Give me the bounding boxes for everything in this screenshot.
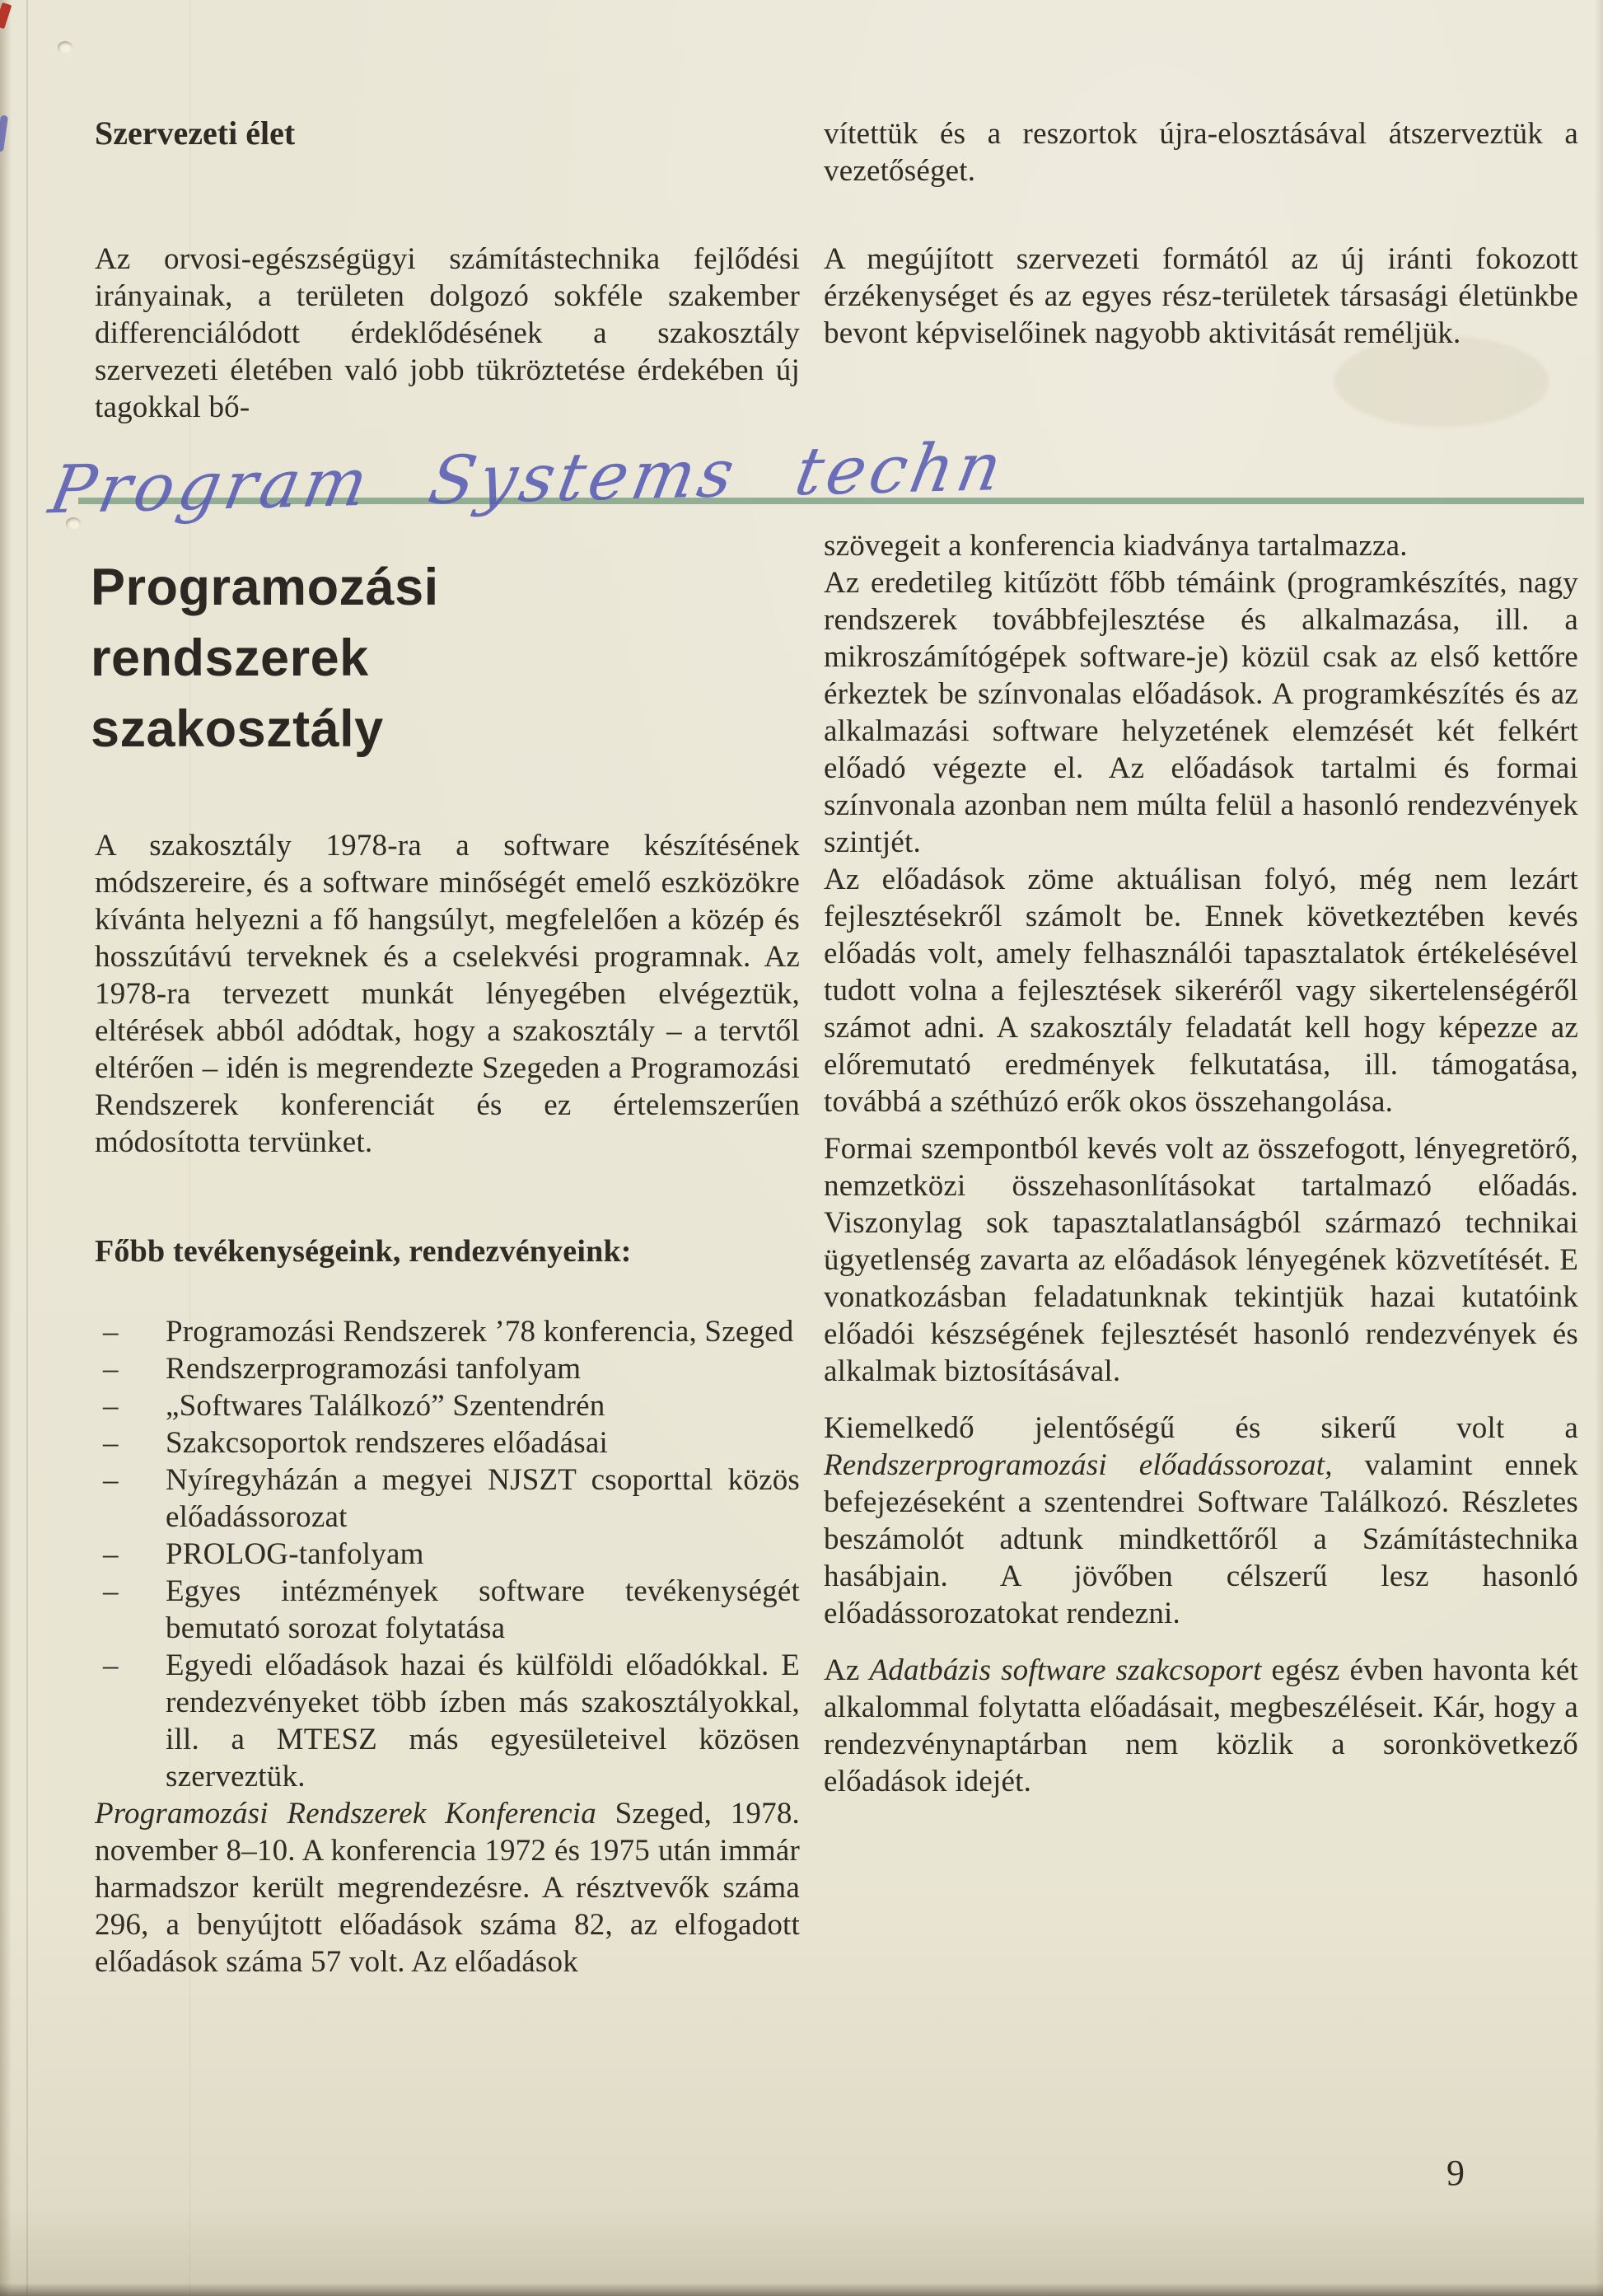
page-number: 9 [1446, 2153, 1465, 2193]
list-item [95, 1461, 800, 1536]
lecture-series-italic: Rendszerprogramozási előadássorozat, [824, 1448, 1333, 1482]
organizational-life-right-paragraph-2 [824, 241, 1578, 352]
list-dash: – [103, 1389, 119, 1423]
list-dash: – [103, 1463, 119, 1497]
list-item-text: Szakcsoportok rendszeres előadásai [166, 1426, 608, 1460]
list-item [95, 1647, 800, 1795]
scan-edge-left-shadow [0, 0, 12, 2296]
list-item [95, 1424, 800, 1461]
staple-hole [58, 41, 72, 54]
scan-edge-right-shadow [1595, 0, 1603, 2296]
organizational-life-left-paragraph [95, 241, 800, 426]
paper-crease [26, 0, 28, 2296]
scan-edge-bottom-shadow [0, 2283, 1603, 2296]
list-item-text: Programozási Rendszerek ’78 konferencia, Szeged [166, 1315, 794, 1349]
article-intro-paragraph: A szakosztály 1978-ra a software készítésének módszereire, és a software minőségét emelő eszközökre kívánta helyezni a fő hangsúlyt, megfelelően a közép és hosszútávú terveknek és a cselekvési programnak. Az 1978-ra tervezett munkát lényegében elvégeztük, eltérések abból adódtak, hogy a szakosztály – a tervtől eltérően – idén is megrendezte Szegeden a Programozási Rendszerek konferenciát és ez értelemszerűen módosította tervünket. [95, 829, 800, 1159]
list-dash: – [103, 1315, 119, 1349]
list-item-text: „Softwares Találkozó” Szentendrén [166, 1389, 605, 1423]
list-item [95, 1573, 800, 1647]
list-item-text: Rendszerprogramozási tanfolyam [166, 1352, 582, 1386]
paragraph: Az eredetileg kitűzött főbb témáink (programkészítés, nagy rendszerek továbbfejlesztése és alkalmazása, ill. a mikroszámítógépek software-je) közül csak az első kettőre érkeztek be színvonalas előadások. A programkészítés és az alkalmazási software helyzetének elemzését két felkért előadó végezte el. Az előadások tartalmi és formai színvonala azonban nem múlta felül a hasonló rendezvények szintjét. [824, 566, 1578, 859]
article-right-column [824, 527, 1578, 1800]
list-dash: – [103, 1426, 119, 1460]
list-item [95, 1350, 800, 1387]
list-item-text: Nyíregyházán a megyei NJSZT csoporttal közös előadássorozat [166, 1463, 800, 1534]
paragraph: szövegeit a konferencia kiadványa tartalmazza. [824, 529, 1408, 563]
list-dash: – [103, 1574, 119, 1608]
paragraph: Formai szempontból kevés volt az összefogott, lényegretörő, nemzetközi összehasonlításokat tartalmazó előadás. Viszonylag sok tapasztalatlanságból származó technikai ügyetlenség zavarta az előadások lényegének közvetítését. E vonatkozásban feladatunknak tekintjük hazai kutatóink előadói készségének fejlesztését hasonló rendezvények és alkalmak biztosításával. [824, 1132, 1578, 1388]
list-dash: – [103, 1352, 119, 1386]
activities-subheading: Főbb tevékenységeink, rendezvényeink: [95, 1234, 632, 1269]
paragraph: A megújított szervezeti formától az új iránti fokozott érzékenységet és az egyes rész-területek társasági életünkbe bevont képviselőinek nagyobb aktivitását reméljük. [824, 242, 1578, 350]
paragraph-text: valamint ennek befejezéseként a szentendrei Software Találkozó. Részletes beszámolót adtunk mindkettőről a Számítástechnika hasábjain. A jövőben célszerű lesz hasonló előadássorozatokat rendezni. [824, 1448, 1578, 1630]
paragraph: Az orvosi-egészségügyi számítástechnika fejlődési irányainak, a területen dolgozó sokféle szakember differenciálódott érdeklődésének a szakosztály szervezeti életében való jobb tükröztetése érdekében új tagokkal bő- [95, 242, 800, 424]
paragraph-text: Kiemelkedő jelentőségű és sikerű volt a [824, 1411, 1578, 1445]
conference-title-italic: Programozási Rendszerek Konferencia [95, 1797, 596, 1831]
paragraph: vítettük és a reszortok újra-elosztásával átszerveztük a vezetőséget. [824, 117, 1578, 188]
list-dash: – [103, 1648, 119, 1682]
list-item-text: PROLOG-tanfolyam [166, 1537, 424, 1571]
list-item [95, 1536, 800, 1573]
conference-paragraph [95, 1795, 800, 1980]
conference-paragraph-text: Szeged, 1978. november 8–10. A konferencia 1972 és 1975 után immár harmadszor került megrendezésre. A résztvevők száma 296, a benyújtott előadások száma 82, az elfogadott előadások száma 57 volt. Az előadások [95, 1797, 800, 1979]
paragraph [824, 1652, 1578, 1800]
article-left-column [95, 827, 800, 1980]
paragraph [824, 1410, 1578, 1632]
paragraph: Az előadások zöme aktuálisan folyó, még nem lezárt fejlesztésekről számolt be. Ennek következtében kevés előadás volt, amely felhasználói tapasztalatok értékelésével tudott volna a fejlesztések sikeréről vagy sikertelenségéről számot adni. A szakosztály feladatát kell hogy képezze az előremutató eredmények felkutatása, ill. támogatása, továbbá a széthúzó erők okos összehangolása. [824, 863, 1578, 1119]
article-title: Programozási rendszerek szakosztály [91, 559, 439, 759]
paragraph-text: Az [824, 1653, 870, 1687]
organizational-life-heading: Szervezeti élet [95, 115, 296, 152]
list-dash: – [103, 1537, 119, 1571]
activities-list [95, 1313, 800, 1795]
list-item-text: Egyedi előadások hazai és külföldi előadókkal. E rendezvényeket több ízben más szakosztályokkal, ill. a MTESZ más egyesületeivel közösen szerveztük. [166, 1648, 800, 1793]
database-group-italic: Adatbázis software szakcsoport [869, 1653, 1262, 1687]
paragraph-text: egész évben havonta két alkalommal folytatta előadásait, megbeszéléseit. Kár, hogy a rendezvénynaptárban nem közlik a soronkövetkező előadások idejét. [824, 1653, 1578, 1798]
list-item-text: Egyes intézmények software tevékenységét bemutató sorozat folytatása [166, 1574, 800, 1645]
handwritten-annotation: Program Systems techn [44, 428, 1012, 529]
organizational-life-right-paragraph-1 [824, 115, 1578, 189]
list-item [95, 1387, 800, 1424]
list-item [95, 1313, 800, 1350]
